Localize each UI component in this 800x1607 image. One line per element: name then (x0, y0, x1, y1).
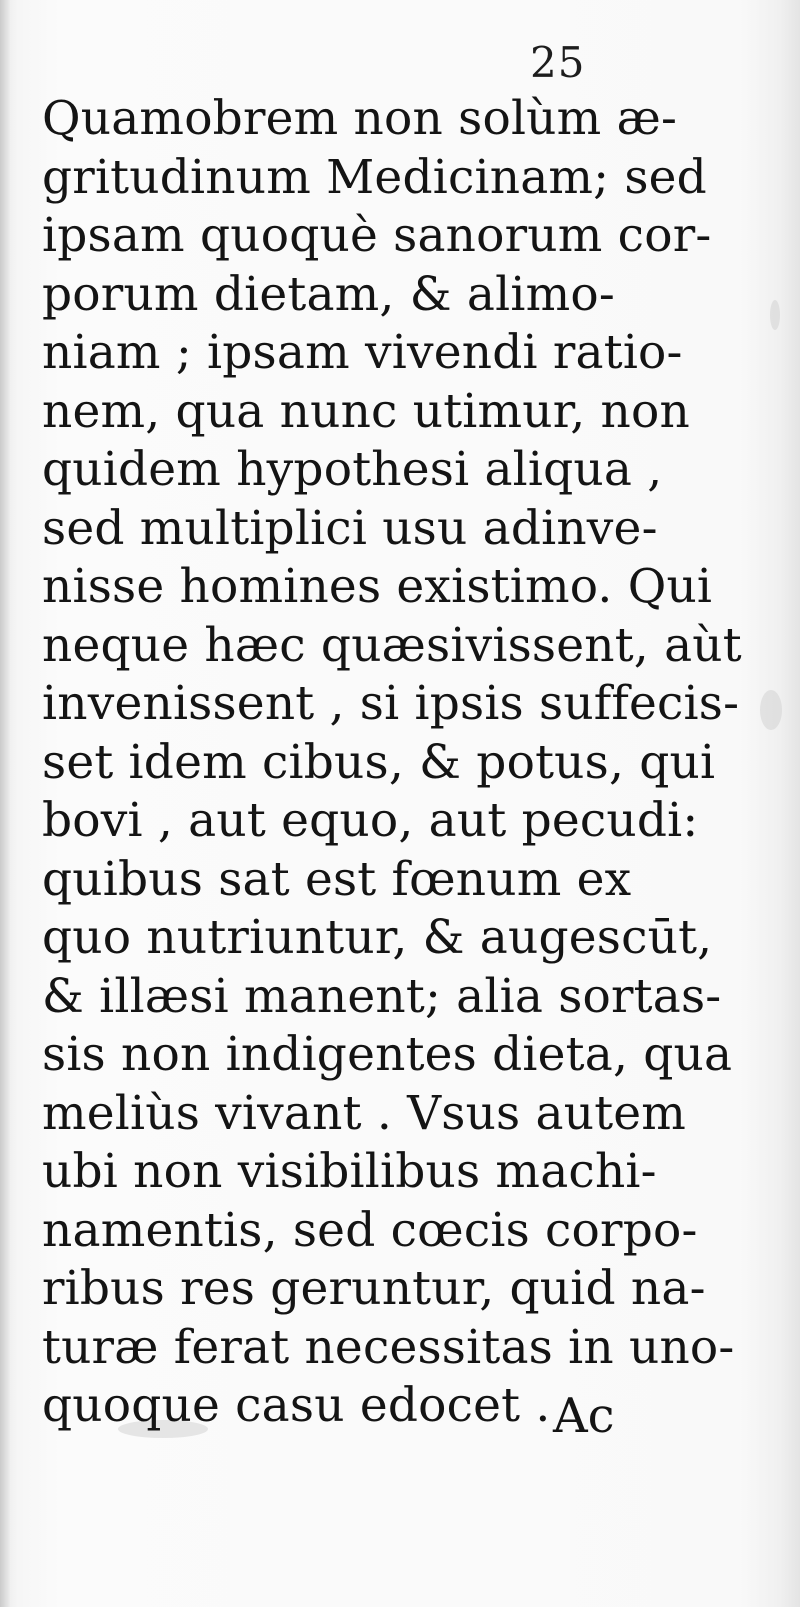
page-number: 25 (530, 38, 586, 87)
text-line: quidem hypothesi aliqua , (42, 442, 663, 497)
text-line: Quamobrem non solùm æ- (42, 91, 678, 146)
catchword: Ac (553, 1388, 615, 1444)
text-line: invenissent , si ipsis suffecis- (42, 676, 740, 731)
text-line: nem, qua nunc utimur, non (42, 383, 690, 439)
text-line: gritudinum Medicinam; sed (42, 149, 707, 205)
text-line: turæ ferat necessitas in uno- (42, 1319, 735, 1375)
paper-speck (770, 300, 780, 330)
text-line: sed multiplici usu adinve- (42, 500, 658, 556)
text-line: quibus sat est fœnum ex (42, 851, 632, 907)
paper-speck (760, 690, 782, 730)
text-line: & illæsi manent; alia sortas- (42, 968, 722, 1024)
page-edge-shadow (0, 0, 10, 1607)
text-line: quo nutriuntur, & augescūt, (42, 910, 713, 965)
text-line: set idem cibus, & potus, qui (42, 734, 716, 790)
body-text (42, 90, 742, 1436)
text-line: quoque casu edocet . (42, 1378, 551, 1433)
text-line: sis non indigentes dieta, qua (42, 1027, 733, 1082)
text-line: meliùs vivant . Vsus autem (42, 1085, 687, 1141)
text-line: namentis, sed cœcis corpo- (42, 1202, 698, 1258)
text-line: nisse homines existimo. Qui (42, 559, 713, 614)
text-line: bovi , aut equo, aut pecudi: (42, 793, 699, 848)
text-line: ubi non visibilibus machi- (42, 1144, 657, 1199)
text-line: niam ; ipsam vivendi ratio- (42, 325, 683, 380)
text-line: porum dietam, & alimo- (42, 266, 615, 322)
text-line: ribus res geruntur, quid na- (42, 1261, 706, 1316)
text-line: ipsam quoquè sanorum cor- (42, 208, 712, 263)
text-line: neque hæc quæsivissent, aùt (42, 617, 742, 673)
